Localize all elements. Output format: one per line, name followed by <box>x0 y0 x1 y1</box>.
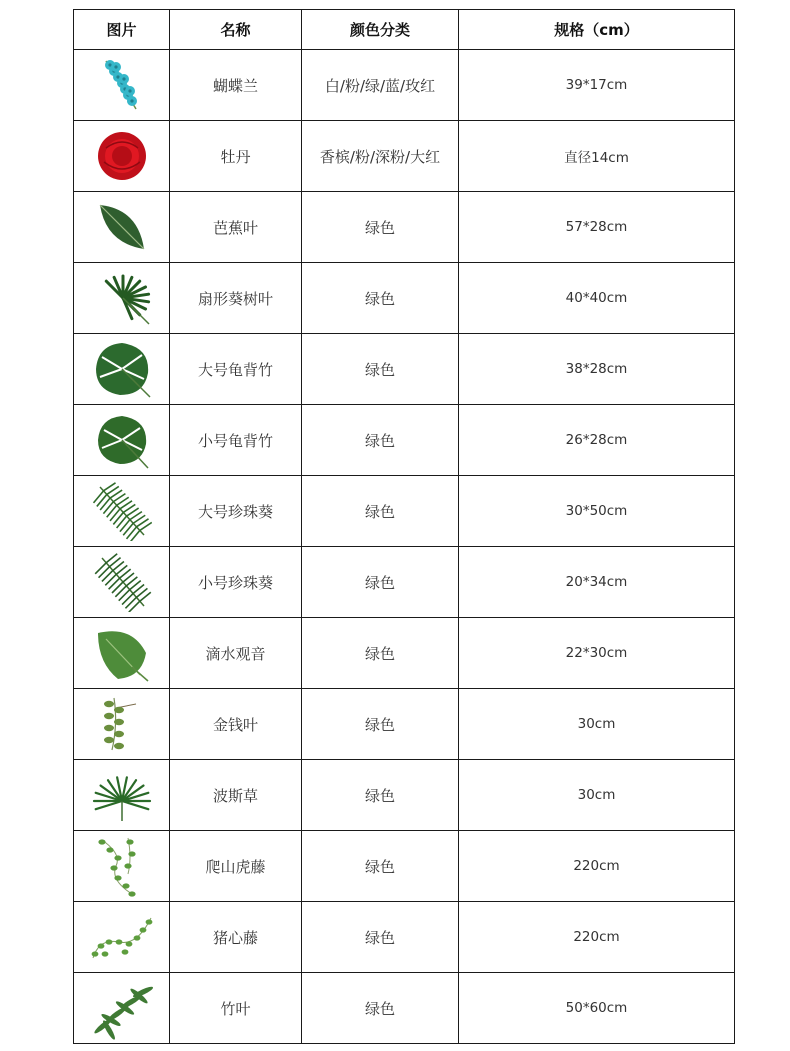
row-image-cell <box>74 618 170 689</box>
table-header-row <box>74 10 735 50</box>
row-spec-cell: 220cm <box>459 831 735 902</box>
table-row <box>74 405 735 476</box>
row-name-cell: 蝴蝶兰 <box>170 50 302 121</box>
row-name-cell: 大号龟背竹 <box>170 334 302 405</box>
table-row <box>74 902 735 973</box>
row-spec-cell: 57*28cm <box>459 192 735 263</box>
row-color-cell: 绿色 <box>302 973 459 1044</box>
row-image-cell <box>74 902 170 973</box>
row-spec-cell: 22*30cm <box>459 618 735 689</box>
row-name-cell: 猪心藤 <box>170 902 302 973</box>
row-image-cell <box>74 405 170 476</box>
row-color-cell: 绿色 <box>302 192 459 263</box>
row-image-cell <box>74 121 170 192</box>
row-image-cell <box>74 263 170 334</box>
row-spec-cell: 30*50cm <box>459 476 735 547</box>
row-color-cell: 绿色 <box>302 689 459 760</box>
row-image-cell <box>74 973 170 1044</box>
row-image-cell <box>74 192 170 263</box>
monstera-small-icon <box>74 405 169 475</box>
peony-icon <box>74 121 169 191</box>
row-name-cell: 小号龟背竹 <box>170 405 302 476</box>
table-row <box>74 760 735 831</box>
orchid-icon <box>74 50 169 120</box>
header-image: 图片 <box>74 10 170 50</box>
header-name: 名称 <box>170 10 302 50</box>
areca-palm-small-icon <box>74 547 169 617</box>
table-row <box>74 476 735 547</box>
boston-fern-icon <box>74 760 169 830</box>
row-image-cell <box>74 334 170 405</box>
banana-leaf-icon <box>74 192 169 262</box>
row-image-cell <box>74 476 170 547</box>
row-color-cell: 绿色 <box>302 547 459 618</box>
table-body <box>74 50 735 1044</box>
row-name-cell: 爬山虎藤 <box>170 831 302 902</box>
row-spec-cell: 30cm <box>459 760 735 831</box>
row-color-cell: 白/粉/绿/蓝/玫红 <box>302 50 459 121</box>
table-row <box>74 618 735 689</box>
row-spec-cell: 26*28cm <box>459 405 735 476</box>
row-spec-cell: 220cm <box>459 902 735 973</box>
table-row <box>74 263 735 334</box>
row-color-cell: 绿色 <box>302 760 459 831</box>
row-spec-cell: 50*60cm <box>459 973 735 1044</box>
row-color-cell: 绿色 <box>302 263 459 334</box>
row-spec-cell: 40*40cm <box>459 263 735 334</box>
row-name-cell: 波斯草 <box>170 760 302 831</box>
table-row <box>74 973 735 1044</box>
row-name-cell: 金钱叶 <box>170 689 302 760</box>
areca-palm-large-icon <box>74 476 169 546</box>
row-name-cell: 竹叶 <box>170 973 302 1044</box>
row-color-cell: 绿色 <box>302 405 459 476</box>
ivy-vine-icon <box>74 831 169 901</box>
row-name-cell: 扇形葵树叶 <box>170 263 302 334</box>
row-image-cell <box>74 50 170 121</box>
fan-palm-leaf-icon <box>74 263 169 333</box>
row-color-cell: 绿色 <box>302 618 459 689</box>
row-spec-cell: 39*17cm <box>459 50 735 121</box>
row-name-cell: 大号珍珠葵 <box>170 476 302 547</box>
alocasia-leaf-icon <box>74 618 169 688</box>
row-spec-cell: 38*28cm <box>459 334 735 405</box>
row-spec-cell: 20*34cm <box>459 547 735 618</box>
row-spec-cell: 直径14cm <box>459 121 735 192</box>
product-table <box>73 9 735 1044</box>
table-row <box>74 547 735 618</box>
table-row <box>74 831 735 902</box>
row-name-cell: 牡丹 <box>170 121 302 192</box>
row-name-cell: 滴水观音 <box>170 618 302 689</box>
row-image-cell <box>74 547 170 618</box>
row-name-cell: 小号珍珠葵 <box>170 547 302 618</box>
heart-vine-icon <box>74 902 169 972</box>
monstera-large-icon <box>74 334 169 404</box>
table-row <box>74 334 735 405</box>
row-name-cell: 芭蕉叶 <box>170 192 302 263</box>
money-leaf-icon <box>74 689 169 759</box>
row-color-cell: 绿色 <box>302 902 459 973</box>
table-row <box>74 50 735 121</box>
row-color-cell: 绿色 <box>302 476 459 547</box>
bamboo-leaf-icon <box>74 973 169 1043</box>
row-color-cell: 绿色 <box>302 334 459 405</box>
table-row <box>74 121 735 192</box>
table-row <box>74 192 735 263</box>
row-color-cell: 香槟/粉/深粉/大红 <box>302 121 459 192</box>
row-image-cell <box>74 831 170 902</box>
row-spec-cell: 30cm <box>459 689 735 760</box>
header-color: 颜色分类 <box>302 10 459 50</box>
row-color-cell: 绿色 <box>302 831 459 902</box>
row-image-cell <box>74 689 170 760</box>
header-spec: 规格（cm） <box>459 10 735 50</box>
table-row <box>74 689 735 760</box>
row-image-cell <box>74 760 170 831</box>
